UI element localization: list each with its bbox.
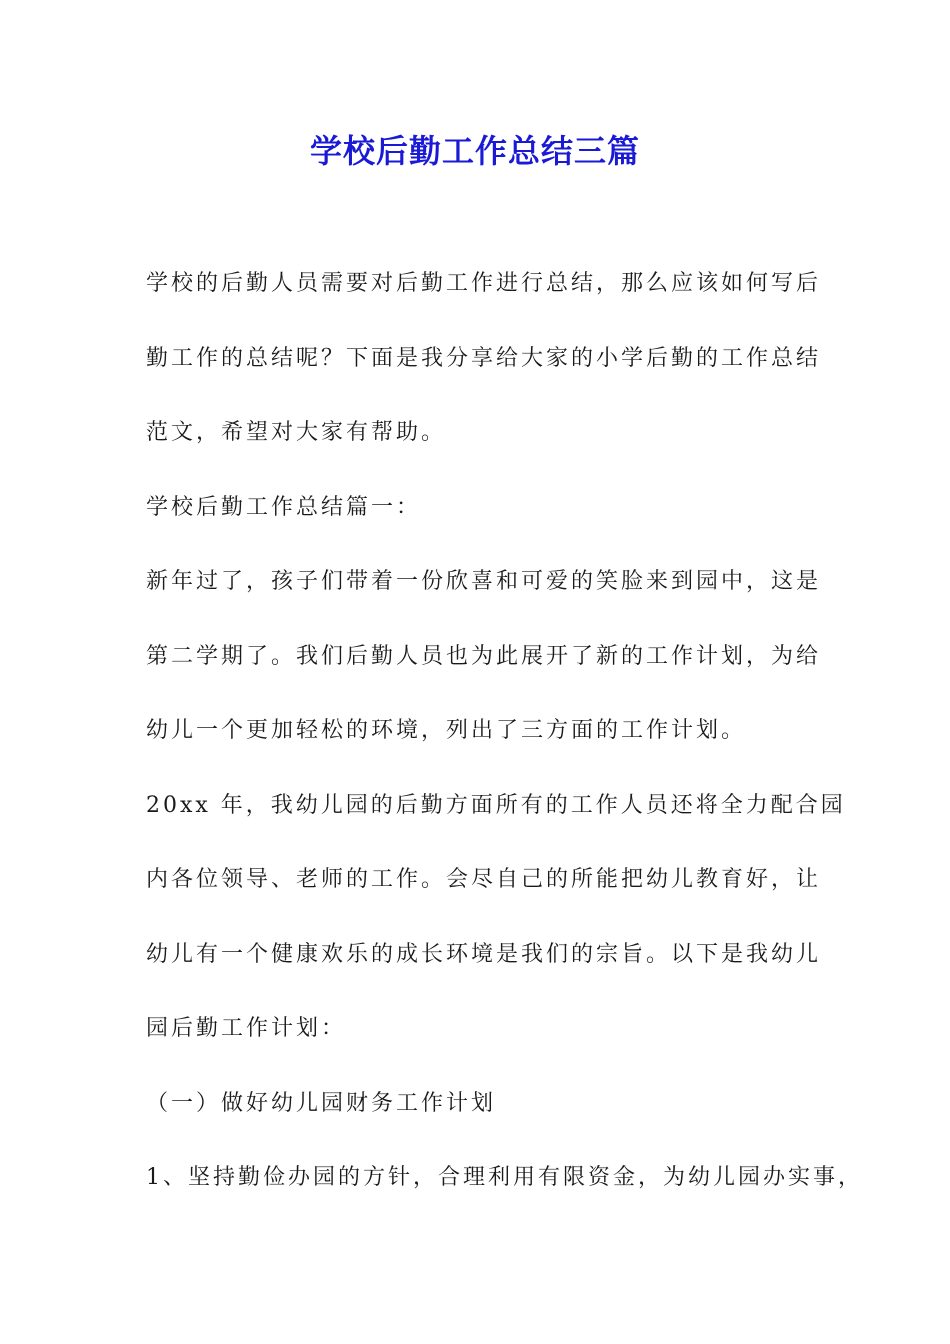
paragraph-line: 20xx 年，我幼儿园的后勤方面所有的工作人员还将全力配合园 xyxy=(146,792,846,818)
document-title: 学校后勤工作总结三篇 xyxy=(309,132,640,170)
paragraph-line: 幼儿有一个健康欢乐的成长环境是我们的宗旨。以下是我幼儿 xyxy=(146,941,822,967)
subsection-heading: （一）做好幼儿园财务工作计划 xyxy=(146,1090,497,1116)
paragraph-line: 第二学期了。我们后勤人员也为此展开了新的工作计划，为给 xyxy=(146,643,822,669)
paragraph-line: 内各位领导、老师的工作。会尽自己的所能把幼儿教育好，让 xyxy=(146,867,822,892)
paragraph-line: 学校的后勤人员需要对后勤工作进行总结，那么应该如何写后 xyxy=(146,271,822,296)
paragraph-line: 新年过了，孩子们带着一份欣喜和可爱的笑脸来到园中，这是 xyxy=(146,569,822,594)
paragraph-line: 勤工作的总结呢？下面是我分享给大家的小学后勤的工作总结 xyxy=(146,345,822,371)
paragraph-line: 园后勤工作计划： xyxy=(146,1016,347,1041)
paragraph-line: 范文，希望对大家有帮助。 xyxy=(146,420,447,445)
section-heading: 学校后勤工作总结篇一： xyxy=(146,494,422,520)
list-item: 1、坚持勤俭办园的方针，合理利用有限资金，为幼儿园办实事， xyxy=(146,1165,863,1190)
paragraph-line: 幼儿一个更加轻松的环境，列出了三方面的工作计划。 xyxy=(146,718,747,743)
document-body xyxy=(146,262,863,1231)
